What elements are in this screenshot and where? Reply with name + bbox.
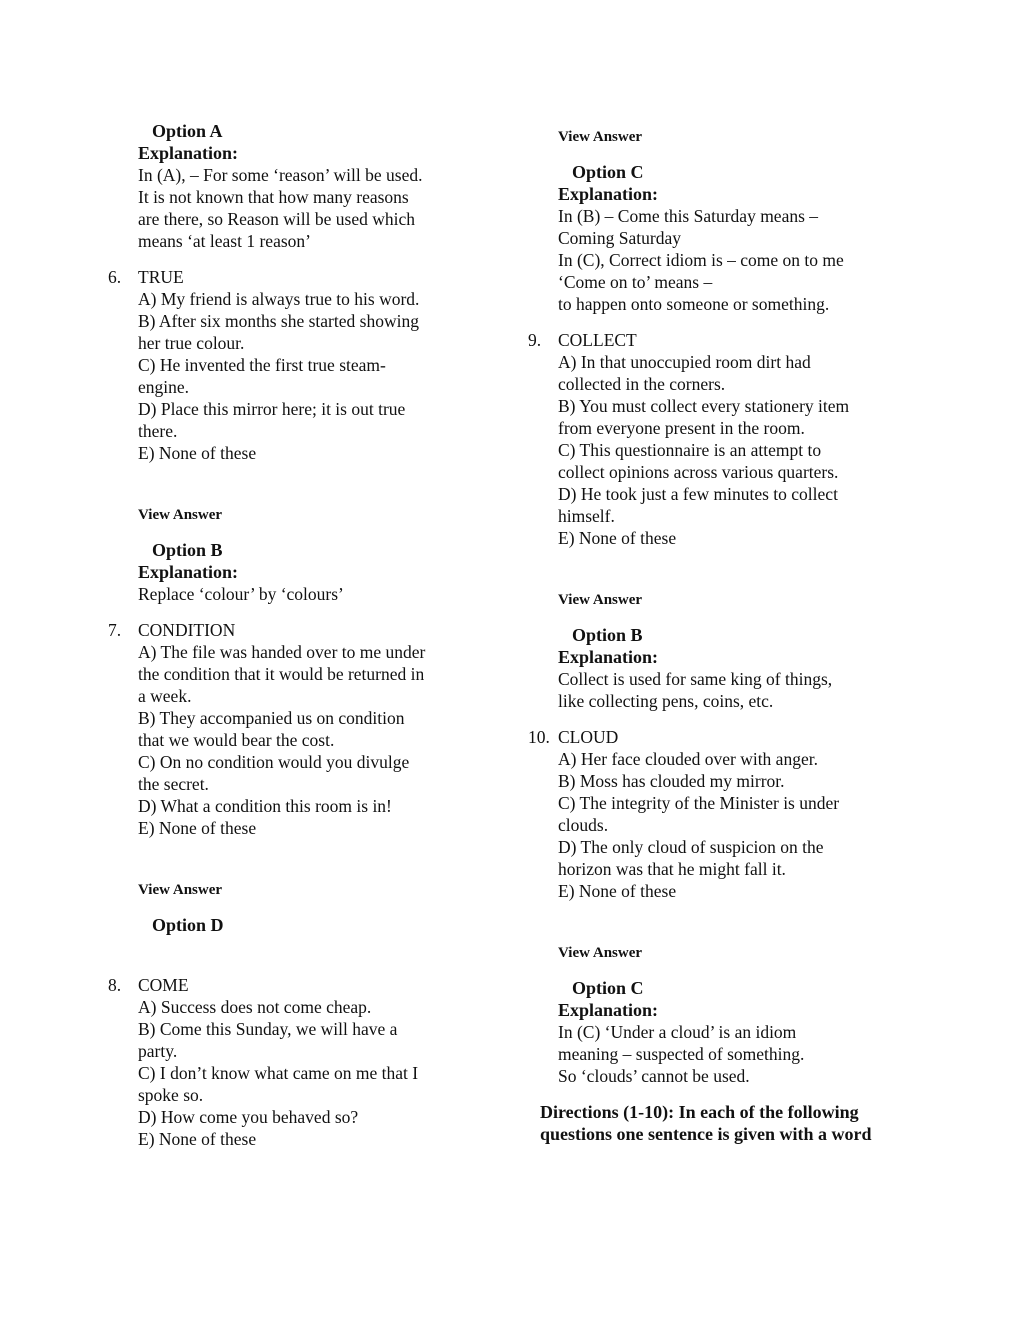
q9-number: 9. xyxy=(528,330,542,350)
q8-option-line: E) None of these xyxy=(138,1129,257,1149)
q10-number: 10. xyxy=(528,727,550,747)
q10-explanation-line: meaning – suspected of something. xyxy=(558,1044,805,1064)
q9-answer-option: Option B xyxy=(572,625,643,645)
left-column xyxy=(108,120,488,1150)
q7-option-line: the secret. xyxy=(138,774,209,794)
q10-option-line: horizon was that he might fall it. xyxy=(558,859,786,879)
q9-option-line: collect opinions across various quarters. xyxy=(558,462,839,482)
q9-option-line: B) You must collect every stationery item xyxy=(558,396,850,416)
q8-explanation-line: In (C), Correct idiom is – come on to me xyxy=(558,250,844,270)
q10-option-line: C) The integrity of the Minister is under xyxy=(558,793,840,813)
q7-number: 7. xyxy=(108,620,122,640)
q10-option-line: B) Moss has clouded my mirror. xyxy=(558,771,785,791)
q9-heading xyxy=(528,329,908,351)
q10-explanation-line: In (C) ‘Under a cloud’ is an idiom xyxy=(558,1022,797,1042)
q10-word: CLOUD xyxy=(558,727,619,747)
q5-explanation-line: are there, so Reason will be used which xyxy=(138,209,416,229)
q7-word: CONDITION xyxy=(138,620,236,640)
q5-explanation-line: It is not known that how many reasons xyxy=(138,187,409,207)
q10-option-line: clouds. xyxy=(558,815,609,835)
q9-option-line: himself. xyxy=(558,506,615,526)
q8-explanation-line: to happen onto someone or something. xyxy=(558,294,830,314)
q7-option-line: the condition that it would be returned in xyxy=(138,664,425,684)
q8-option-line: C) I don’t know what came on me that I xyxy=(138,1063,419,1083)
q10-explanation-label: Explanation: xyxy=(558,1000,659,1020)
q6-option-line: her true colour. xyxy=(138,333,245,353)
q8-option-line: B) Come this Sunday, we will have a xyxy=(138,1019,398,1039)
q9-option-line: D) He took just a few minutes to collect xyxy=(558,484,838,504)
q6-option-line: there. xyxy=(138,421,178,441)
q10-option-line: E) None of these xyxy=(558,881,677,901)
q8-option-line: D) How come you behaved so? xyxy=(138,1107,359,1127)
q8-word: COME xyxy=(138,975,189,995)
q9-word: COLLECT xyxy=(558,330,637,350)
right-column xyxy=(528,126,908,1145)
q10-explanation-line: So ‘clouds’ cannot be used. xyxy=(558,1066,750,1086)
q6-option-line: B) After six months she started showing xyxy=(138,311,419,331)
q6-heading xyxy=(108,266,488,288)
q10-answer-option: Option C xyxy=(572,978,644,998)
q8-option-line: spoke so. xyxy=(138,1085,204,1105)
q8-view-answer[interactable]: View Answer xyxy=(558,129,643,145)
q6-number: 6. xyxy=(108,267,122,287)
q7-answer-option: Option D xyxy=(152,915,224,935)
q9-option-line: A) In that unoccupied room dirt had xyxy=(558,352,811,372)
q10-option-line: D) The only cloud of suspicion on the xyxy=(558,837,824,857)
q6-option-line: A) My friend is always true to his word. xyxy=(138,289,420,309)
q7-option-line: A) The file was handed over to me under xyxy=(138,642,426,662)
q9-option-line: from everyone present in the room. xyxy=(558,418,805,438)
q10-view-answer[interactable]: View Answer xyxy=(558,945,643,961)
q8-heading xyxy=(108,974,488,996)
q5-explanation-line: means ‘at least 1 reason’ xyxy=(138,231,311,251)
q8-number: 8. xyxy=(108,975,122,995)
q8-answer-option: Option C xyxy=(572,162,644,182)
q7-option-line: C) On no condition would you divulge xyxy=(138,752,410,772)
q8-explanation-line: Coming Saturday xyxy=(558,228,681,248)
q5-answer-option: Option A xyxy=(152,121,223,141)
q7-option-line: D) What a condition this room is in! xyxy=(138,796,392,816)
q6-option-line: C) He invented the first true steam- xyxy=(138,355,386,375)
q9-option-line: C) This questionnaire is an attempt to xyxy=(558,440,822,460)
q6-option-line: engine. xyxy=(138,377,190,397)
q8-option-line: party. xyxy=(138,1041,178,1061)
q9-option-line: collected in the corners. xyxy=(558,374,726,394)
q7-option-line: B) They accompanied us on condition xyxy=(138,708,405,728)
q7-option-line: that we would bear the cost. xyxy=(138,730,335,750)
q7-option-line: a week. xyxy=(138,686,192,706)
q10-heading xyxy=(528,726,908,748)
q9-explanation-line: Collect is used for same king of things, xyxy=(558,669,833,689)
q7-heading xyxy=(108,619,488,641)
q6-answer-option: Option B xyxy=(152,540,223,560)
directions-heading: Directions (1-10): In each of the following xyxy=(540,1102,859,1122)
q9-explanation-label: Explanation: xyxy=(558,647,659,667)
q5-explanation-line: In (A), – For some ‘reason’ will be used. xyxy=(138,165,423,185)
q6-explanation-line: Replace ‘colour’ by ‘colours’ xyxy=(138,584,344,604)
q6-option-line: D) Place this mirror here; it is out true xyxy=(138,399,406,419)
q8-option-line: A) Success does not come cheap. xyxy=(138,997,372,1017)
q6-view-answer[interactable]: View Answer xyxy=(138,507,223,523)
q9-view-answer[interactable]: View Answer xyxy=(558,592,643,608)
q7-view-answer[interactable]: View Answer xyxy=(138,882,223,898)
q9-explanation-line: like collecting pens, coins, etc. xyxy=(558,691,774,711)
q5-explanation-label: Explanation: xyxy=(138,143,239,163)
q8-explanation-label: Explanation: xyxy=(558,184,659,204)
q8-explanation-line: ‘Come on to’ means – xyxy=(558,272,713,292)
q7-option-line: E) None of these xyxy=(138,818,257,838)
directions-heading: questions one sentence is given with a word xyxy=(540,1124,872,1144)
q9-option-line: E) None of these xyxy=(558,528,677,548)
q10-option-line: A) Her face clouded over with anger. xyxy=(558,749,818,769)
q6-option-line: E) None of these xyxy=(138,443,257,463)
q6-explanation-label: Explanation: xyxy=(138,562,239,582)
q8-explanation-line: In (B) – Come this Saturday means – xyxy=(558,206,819,226)
q6-word: TRUE xyxy=(138,267,184,287)
